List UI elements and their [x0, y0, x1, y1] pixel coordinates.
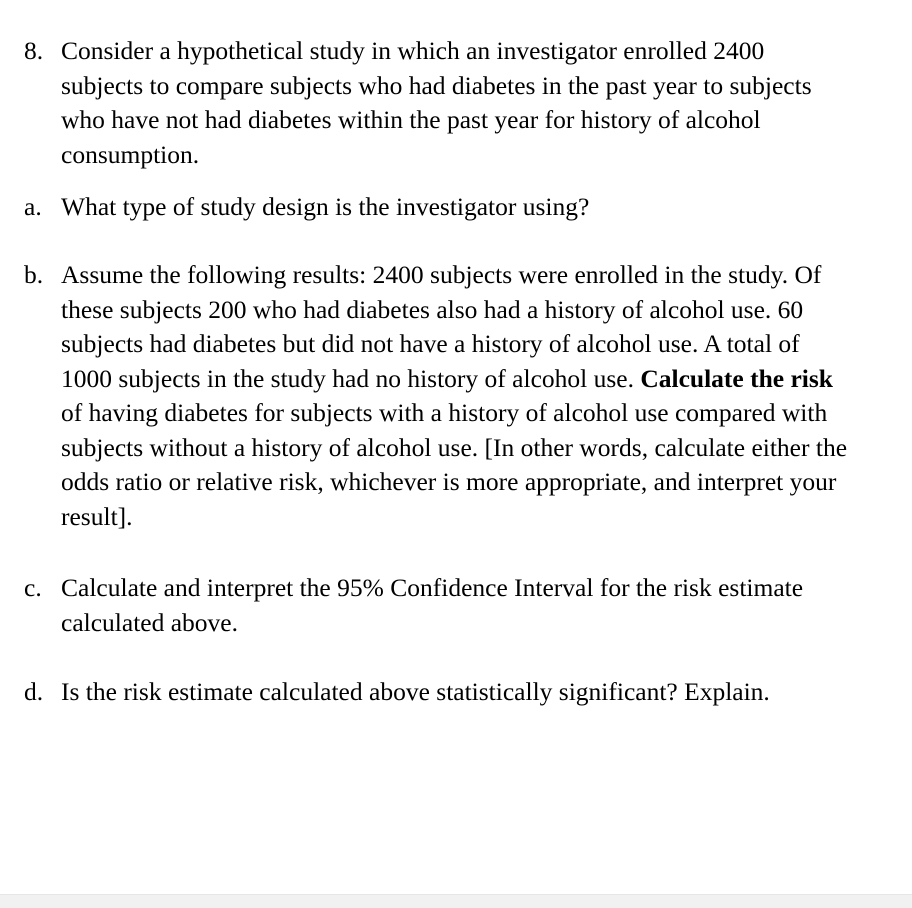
part-a: [24, 190, 912, 225]
part-a-marker: a.: [24, 192, 42, 221]
question-text-line: who have not had diabetes within the past year for history of alcohol: [61, 105, 761, 134]
part-a-text: What type of study design is the investigator using?: [61, 192, 590, 221]
question-number: 8.: [24, 36, 44, 65]
part-b-text-line: subjects without a history of alcohol use. [In other words, calculate either the: [61, 432, 848, 462]
part-d-text: Is the risk estimate calculated above statistically significant? Explain.: [61, 677, 770, 706]
part-b-text-line: result].: [61, 501, 133, 531]
bottom-edge-bar: [0, 894, 912, 908]
part-b-text-line: these subjects 200 who had diabetes also had a history of alcohol use. 60: [61, 294, 804, 324]
part-c-text-line: calculated above.: [61, 607, 238, 637]
question-text-line: consumption.: [61, 139, 200, 169]
part-b-text-line: odds ratio or relative risk, whichever is more appropriate, and interpret your: [61, 467, 837, 496]
question-8: [24, 34, 912, 172]
part-b-text-line: subjects had diabetes but did not have a history of alcohol use. A total of: [61, 329, 800, 358]
question-text-line: Consider a hypothetical study in which an investigator enrolled 2400: [61, 36, 765, 65]
part-b-marker: b.: [24, 260, 44, 289]
question-text-line: subjects to compare subjects who had diabetes in the past year to subjects: [61, 70, 812, 100]
part-c-marker: c.: [24, 573, 42, 602]
part-c-text-line: Calculate and interpret the 95% Confidence Interval for the risk estimate: [61, 573, 804, 602]
part-b-text-line: of having diabetes for subjects with a history of alcohol use compared with: [61, 398, 828, 427]
part-b: [24, 258, 912, 534]
part-d: [24, 675, 912, 710]
part-b-text-line: Assume the following results: 2400 subjects were enrolled in the study. Of: [61, 260, 822, 289]
part-b-text-line: [24, 362, 912, 397]
part-b-bold-instruction: Calculate the risk: [640, 363, 833, 393]
part-c: [24, 571, 912, 640]
part-d-marker: d.: [24, 677, 44, 706]
part-b-plain-text: 1000 subjects in the study had no history of alcohol use.: [61, 363, 641, 393]
